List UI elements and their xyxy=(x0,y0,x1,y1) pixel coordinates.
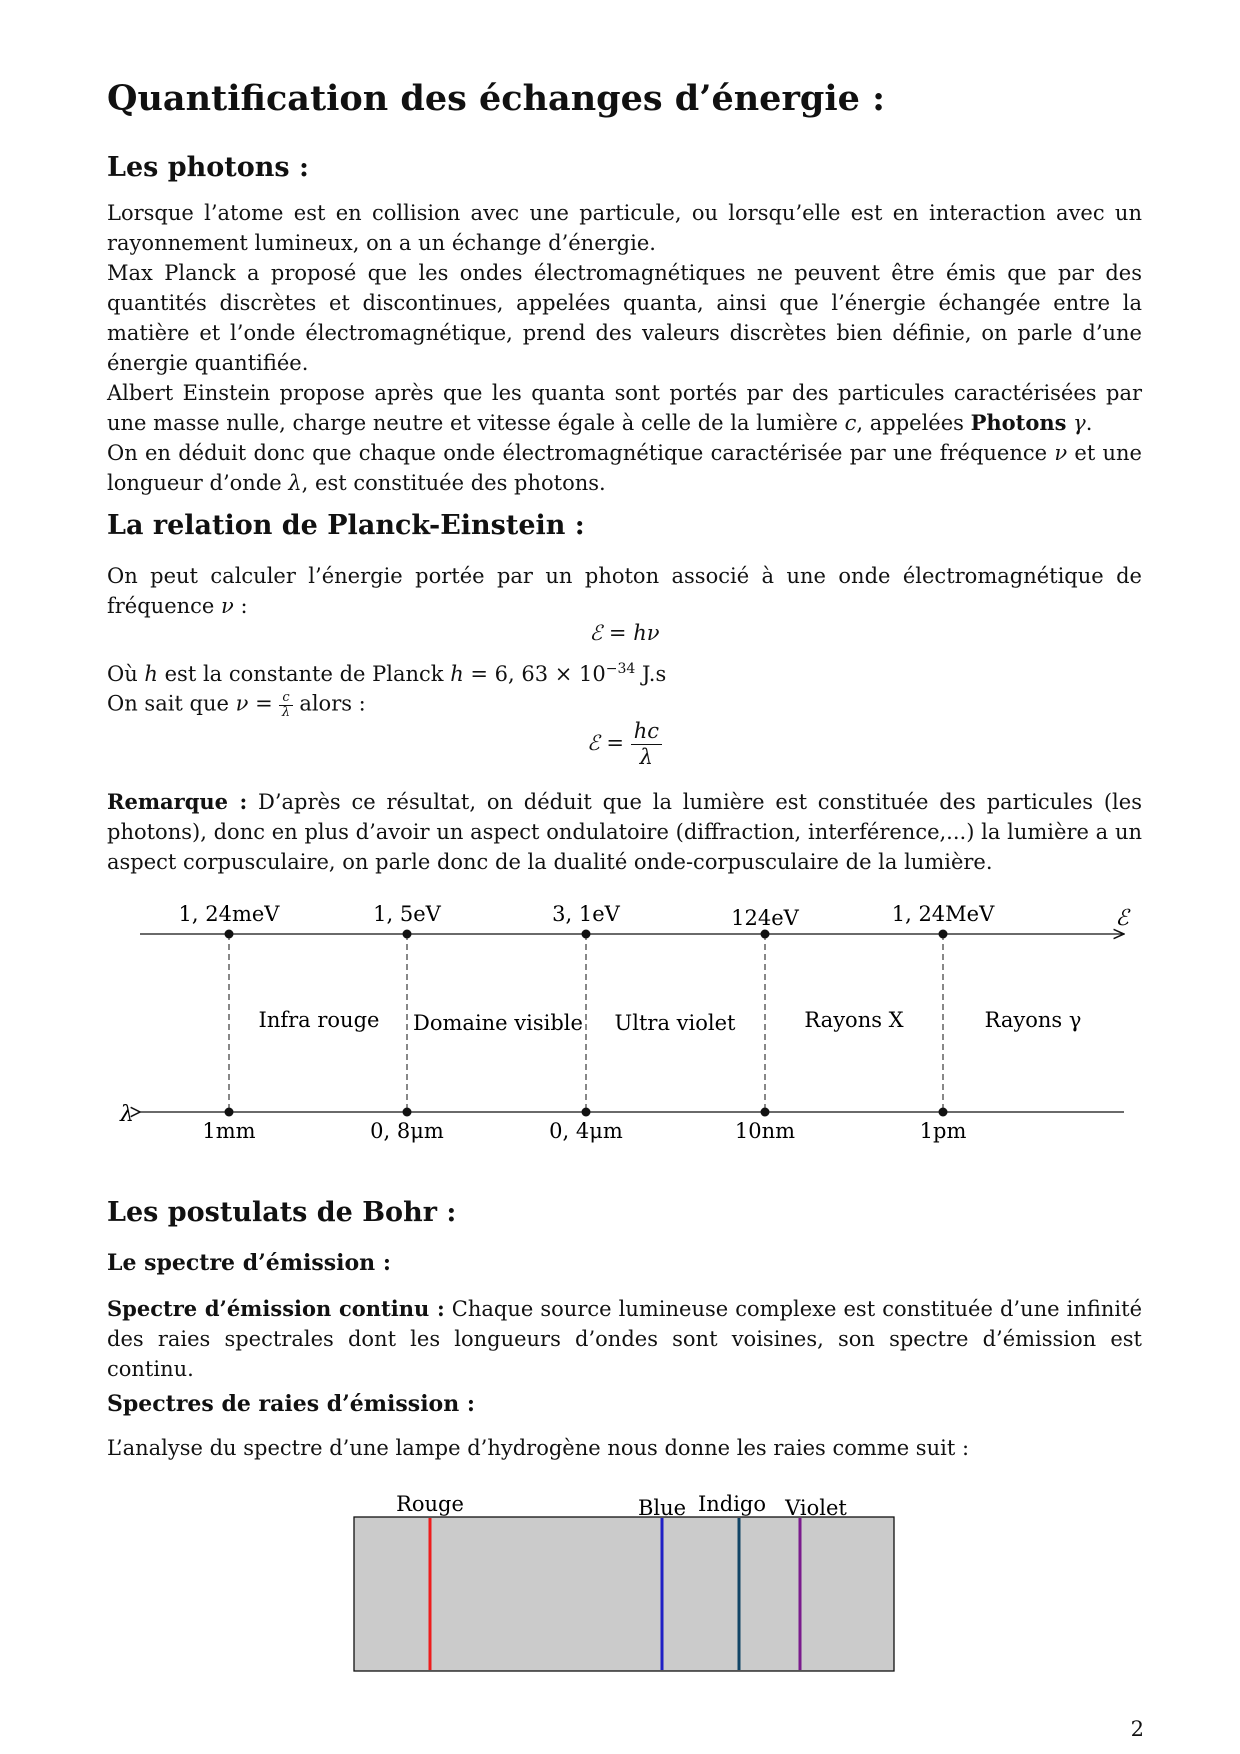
equation-e-h-nu: ℰ = hν xyxy=(589,621,660,645)
wavelength-tick-dot xyxy=(761,1108,770,1117)
fraction-c-over-lambda: $\frac{c}{\lambda}$ xyxy=(279,691,292,719)
remark-label: Remarque : xyxy=(107,789,248,814)
wavelength-tick-label: 10nm xyxy=(734,1119,796,1143)
domain-label: Rayons X xyxy=(804,1008,904,1032)
equation-e-hc-over-lambda: ℰ = $\frac{hc}{\lambda}$ xyxy=(107,719,1142,770)
remark-text: D’après ce résultat, on déduit que la lumière est constituée des particules (les photons), donc en plus d’avoir un aspect ondulatoire (diffraction, interférence,...) la lumière a un aspect corpusculaire, on parle donc de la dualité onde-corpusculaire de la lumière. xyxy=(107,790,1142,874)
wavelength-tick-dot xyxy=(582,1108,591,1117)
domain-label: Domaine visible xyxy=(413,1011,583,1035)
wavelength-axis-label: λ xyxy=(120,1102,134,1127)
page-number: 2 xyxy=(1130,1717,1144,1741)
spectrum-background xyxy=(354,1517,894,1671)
spectral-line-label: Rouge xyxy=(396,1492,464,1516)
planck-intro: On peut calculer l’énergie portée par un photon associé à une onde électromagnétique de fréquence ν : xyxy=(107,564,1142,618)
wavelength-tick-dot xyxy=(225,1108,234,1117)
energy-tick-label: 3, 1eV xyxy=(552,902,620,926)
page-title: Quantification des échanges d’énergie : xyxy=(107,78,886,119)
energy-tick-dot xyxy=(225,930,234,939)
continuous-spectrum-label: Spectre d’émission continu : xyxy=(107,1296,445,1321)
energy-tick-dot xyxy=(761,930,770,939)
heading-line-spectra: Spectres de raies d’émission : xyxy=(107,1391,475,1417)
wavelength-tick-dot xyxy=(939,1108,948,1117)
heading-planck-einstein: La relation de Planck-Einstein : xyxy=(107,510,585,541)
energy-tick-label: 1, 5eV xyxy=(373,902,441,926)
energy-axis-label: ℰ xyxy=(1115,906,1129,931)
wavelength-tick-dot xyxy=(403,1108,412,1117)
energy-tick-dot xyxy=(582,930,591,939)
spectral-line-label: Blue xyxy=(637,1496,687,1520)
domain-label: Ultra violet xyxy=(614,1011,736,1035)
hydrogen-intro: L’analyse du spectre d’une lampe d’hydrogène nous donne les raies comme suit : xyxy=(107,1436,970,1460)
photons-p1: Lorsque l’atome est en collision avec une particule, ou lorsqu’elle est en interaction avec un rayonnement lumineux, on a un échange d’énergie. xyxy=(107,201,1142,255)
energy-tick-label: 1, 24MeV xyxy=(891,902,995,926)
hydrogen-spectrum xyxy=(107,1480,1142,1680)
wavelength-tick-label: 1mm xyxy=(202,1119,256,1143)
heading-bohr: Les postulats de Bohr : xyxy=(107,1197,457,1228)
domain-label: Infra rouge xyxy=(258,1008,380,1032)
remark xyxy=(107,787,1142,877)
planck-constant-line: Où h est la constante de Planck h = 6, $63 \times 10^{-34}$ J.s xyxy=(107,661,667,686)
wavelength-tick-label: 0, 4μm xyxy=(549,1119,623,1143)
spectral-line-label: Violet xyxy=(785,1496,847,1520)
photons-p2: Max Planck a proposé que les ondes électromagnétiques ne peuvent être émis que par des quantités discrètes et discontinues, appelées quanta, ainsi que l’énergie échangée entre la matière et l’onde électromagnétique, prend des valeurs discrètes bien définie, on parle d’une énergie quantifiée. xyxy=(107,261,1142,375)
photons-text xyxy=(107,198,1142,498)
energy-tick-dot xyxy=(403,930,412,939)
energy-tick-dot xyxy=(939,930,948,939)
nu-relation-line: On sait que ν = $\frac{c}{\lambda}$ alors : xyxy=(107,690,366,720)
heading-photons: Les photons : xyxy=(107,152,309,183)
fraction-hc-over-lambda: $\frac{hc}{\lambda}$ xyxy=(631,719,662,770)
wavelength-tick-label: 1pm xyxy=(919,1119,967,1143)
photons-p4: On en déduit donc que chaque onde électromagnétique caractérisée par une fréquence ν et une longueur d’onde λ, est constituée des photons. xyxy=(107,441,1142,495)
photons-p3: Albert Einstein propose après que les quanta sont portés par des particules caractérisées par une masse nulle, charge neutre et vitesse égale à celle de la lumière c, appelées Photons γ. xyxy=(107,381,1142,435)
energy-tick-label: 1, 24meV xyxy=(178,902,280,926)
wavelength-tick-label: 0, 8μm xyxy=(370,1119,444,1143)
spectral-line-label: Indigo xyxy=(697,1492,767,1516)
electromagnetic-spectrum-diagram xyxy=(107,880,1142,1143)
domain-label: Rayons γ xyxy=(984,1008,1082,1032)
continuous-spectrum-text: Spectre d’émission continu : Chaque source lumineuse complexe est constituée d’une infinité des raies spectrales dont les longueurs d’ondes sont voisines, son spectre d’émission est continu. xyxy=(107,1296,1142,1381)
heading-emission-spectrum: Le spectre d’émission : xyxy=(107,1250,391,1276)
energy-tick-label: 124eV xyxy=(731,906,799,930)
